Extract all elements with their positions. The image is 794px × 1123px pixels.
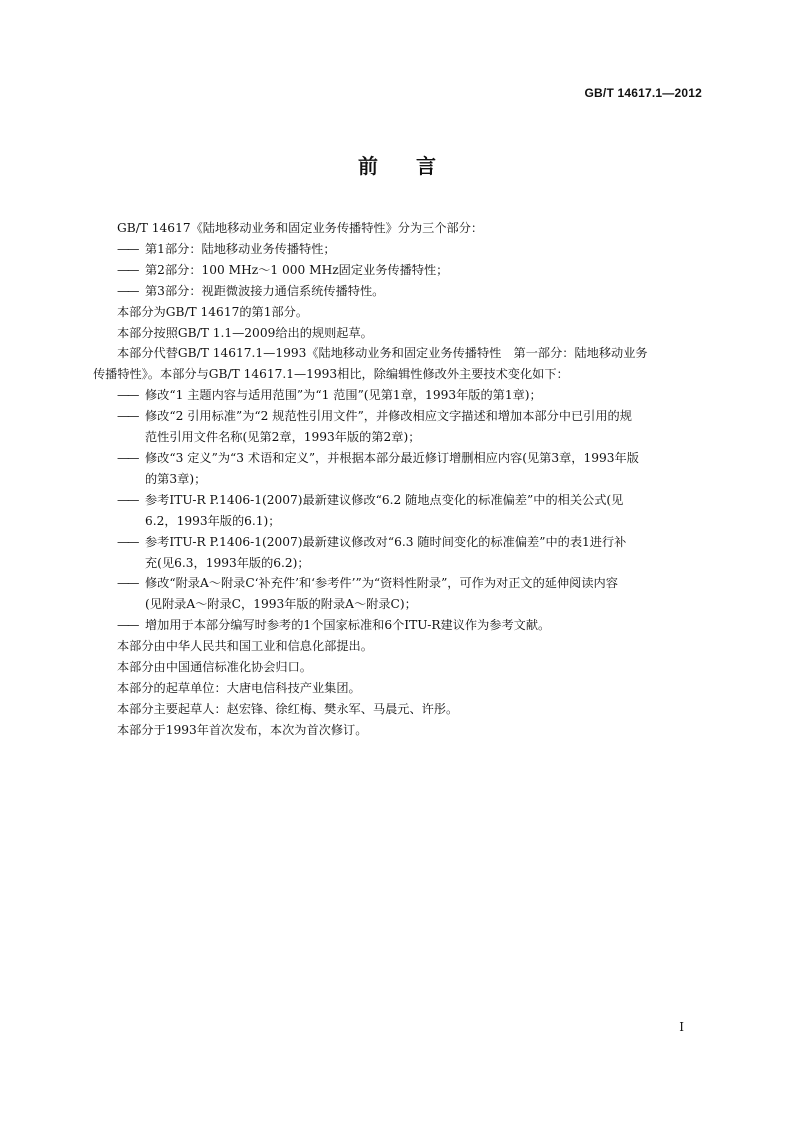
closing-paragraph: 本部分由中华人民共和国工业和信息化部提出。: [117, 639, 373, 654]
dash-mark: ——: [117, 262, 138, 277]
closing-paragraph: 本部分的起草单位：大唐电信科技产业集团。: [117, 680, 361, 695]
list-item-text: 参考ITU-R P.1406-1(2007)最新建议修改“6.2 随地点变化的标准偏差”中的相关公式(见: [145, 492, 624, 507]
intro-paragraph: GB/T 14617《陆地移动业务和固定业务传播特性》分为三个部分：: [117, 221, 484, 235]
dash-mark: ——: [117, 492, 138, 507]
list-item-text: 的第3章)；: [145, 471, 207, 486]
list-item: [117, 490, 712, 532]
list-item-text: (见附录A～附录C，1993年版的附录A～附录C)；: [145, 597, 417, 612]
closing-paragraph: 本部分于1993年首次发布，本次为首次修订。: [117, 722, 368, 737]
dash-mark: ——: [117, 241, 138, 256]
list-item: [117, 448, 712, 490]
replaces-paragraph-line: 传播特性》。本部分与GB/T 14617.1—1993相比，除编辑性修改外主要技术变化如下：: [93, 367, 569, 382]
list-item-text: 第3部分：视距微波接力通信系统传播特性。: [145, 283, 385, 298]
list-item-text: 增加用于本部分编写时参考的1个国家标准和6个ITU-R建议作为参考文献。: [145, 618, 551, 633]
foreword-body: [93, 218, 712, 741]
page-number: I: [679, 1020, 684, 1034]
dash-mark: ——: [117, 618, 138, 633]
dash-mark: ——: [117, 534, 138, 549]
list-item: [117, 281, 712, 302]
part-list: [117, 239, 712, 302]
list-item-text: 修改“2 引用标准”为“2 规范性引用文件”，并修改相应文字描述和增加本部分中已引用的规: [145, 409, 632, 424]
list-item: [117, 532, 712, 574]
dash-mark: ——: [117, 576, 138, 591]
list-item-text: 修改“1 主题内容与适用范围”为“1 范围”(见第1章，1993年版的第1章)；: [145, 388, 542, 403]
list-item-text: 修改“附录A～附录C‘补充件’和‘参考件’”为“资料性附录”，可作为对正文的延伸阅读内容: [145, 576, 618, 591]
statement-paragraph: 本部分为GB/T 14617的第1部分。: [117, 304, 309, 319]
list-item-text: 范性引用文件名称(见第2章，1993年版的第2章)；: [145, 430, 421, 445]
list-item-text: 参考ITU-R P.1406-1(2007)最新建议修改对“6.3 随时间变化的标准偏差”中的表1进行补: [145, 534, 627, 549]
dash-mark: ——: [117, 283, 138, 298]
closing-paragraph: 本部分主要起草人：赵宏锋、徐红梅、樊永军、马晨元、许彤。: [117, 701, 459, 716]
list-item-text: 充(见6.3，1993年版的6.2)；: [145, 555, 310, 570]
closing-paragraph: 本部分由中国通信标准化协会归口。: [117, 660, 312, 675]
list-item-text: 6.2，1993年版的6.1)；: [145, 513, 281, 528]
list-item-text: 修改“3 定义”为“3 术语和定义”，并根据本部分最近修订增删相应内容(见第3章，1993年版: [145, 450, 639, 465]
standard-code: GB/T 14617.1—2012: [584, 86, 702, 100]
list-item-text: 第2部分：100 MHz～1 000 MHz固定业务传播特性；: [145, 262, 449, 277]
list-item: [117, 239, 712, 260]
list-item-text: 第1部分：陆地移动业务传播特性；: [145, 241, 336, 256]
dash-mark: ——: [117, 450, 138, 465]
list-item: [117, 260, 712, 281]
list-item: [117, 406, 712, 448]
change-list: [117, 385, 712, 636]
dash-mark: ——: [117, 409, 138, 424]
statement-paragraph: 本部分按照GB/T 1.1—2009给出的规则起草。: [117, 325, 373, 340]
list-item: [117, 573, 712, 615]
list-item: [117, 615, 712, 636]
list-item: [117, 385, 712, 406]
replaces-paragraph-line: 本部分代替GB/T 14617.1—1993《陆地移动业务和固定业务传播特性 第一部分：陆地移动业务: [117, 346, 648, 361]
page-title: 前言: [358, 154, 474, 178]
dash-mark: ——: [117, 388, 138, 403]
